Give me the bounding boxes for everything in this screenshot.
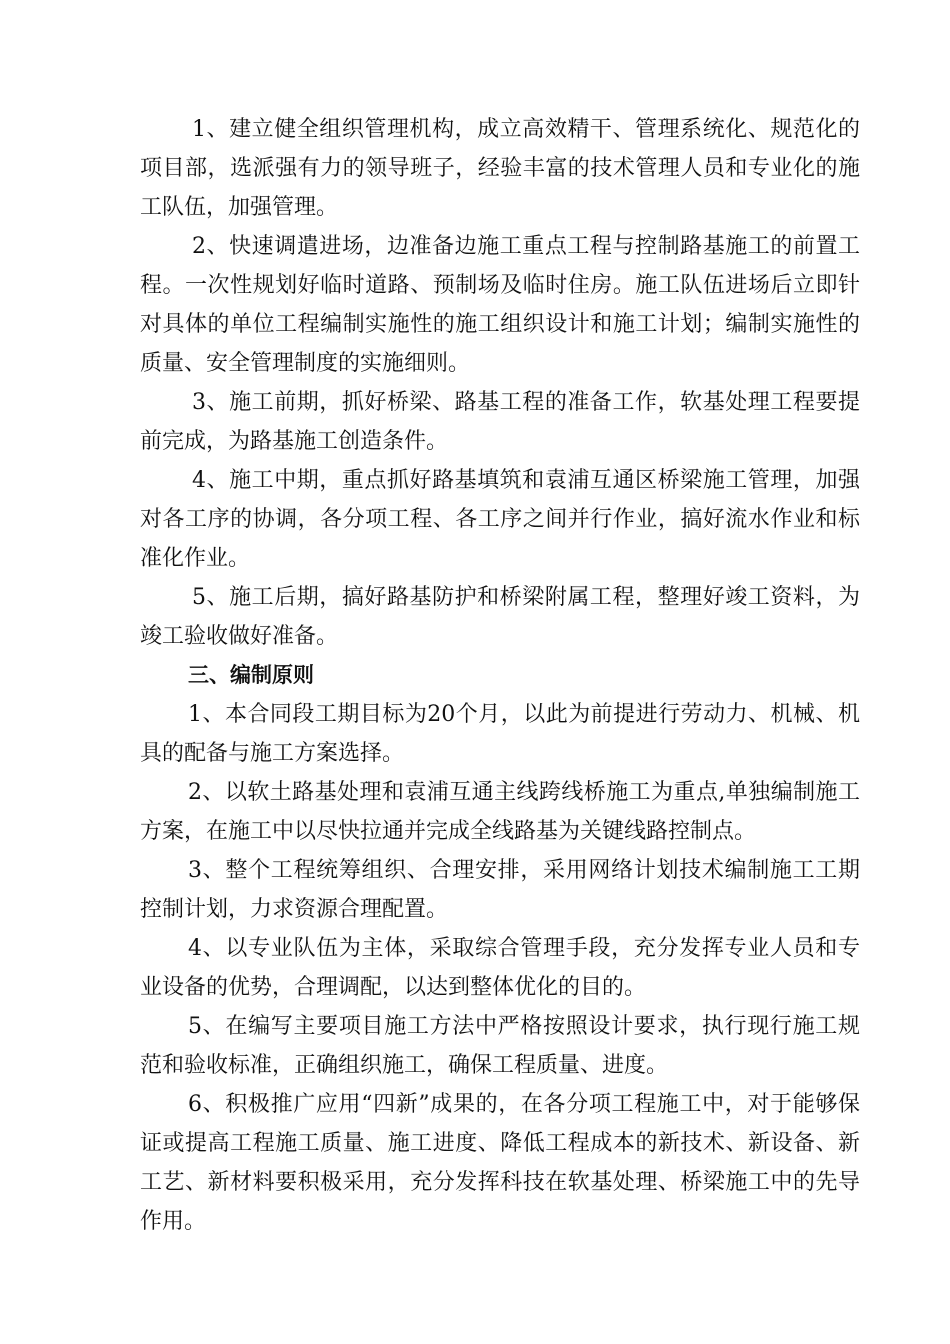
document-body [140,110,860,1241]
paragraph-3-4: 4、以专业队伍为主体，采取综合管理手段，充分发挥专业人员和专业设备的优势，合理调配，以达到整体优化的目的。 [140,936,860,1000]
paragraph-3-5: 5、在编写主要项目施工方法中严格按照设计要求，执行现行施工规范和验收标准，正确组织施工，确保工程质量、进度。 [140,1014,860,1078]
section-heading-principles: 三、编制原则 [188,663,314,687]
paragraph-1-1: 1、建立健全组织管理机构，成立高效精干、管理系统化、规范化的项目部，选派强有力的领导班子，经验丰富的技术管理人员和专业化的施工队伍，加强管理。 [140,117,860,220]
paragraph-1-4: 4、施工中期，重点抓好路基填筑和袁浦互通区桥梁施工管理，加强对各工序的协调，各分项工程、各工序之间并行作业，搞好流水作业和标准化作业。 [140,468,860,571]
paragraph-1-5: 5、施工后期，搞好路基防护和桥梁附属工程，整理好竣工资料，为竣工验收做好准备。 [140,585,860,649]
paragraph-3-3: 3、整个工程统筹组织、合理安排，采用网络计划技术编制施工工期控制计划，力求资源合理配置。 [140,858,860,922]
paragraph-3-6: 6、积极推广应用“四新”成果的，在各分项工程施工中，对于能够保证或提高工程施工质量、施工进度、降低工程成本的新技术、新设备、新工艺、新材料要积极采用，充分发挥科技在软基处理、桥梁施工中的先导作用。 [140,1092,860,1234]
paragraph-1-2: 2、快速调遣进场，边准备边施工重点工程与控制路基施工的前置工程。一次性规划好临时道路、预制场及临时住房。施工队伍进场后立即针对具体的单位工程编制实施性的施工组织设计和施工计划；编制实施性的质量、安全管理制度的实施细则。 [140,234,860,376]
paragraph-3-1: 1、本合同段工期目标为20个月，以此为前提进行劳动力、机械、机具的配备与施工方案选择。 [140,702,860,766]
paragraph-1-3: 3、施工前期，抓好桥梁、路基工程的准备工作，软基处理工程要提前完成，为路基施工创造条件。 [140,390,860,454]
paragraph-3-2: 2、以软土路基处理和袁浦互通主线跨线桥施工为重点,单独编制施工方案，在施工中以尽快拉通并完成全线路基为关键线路控制点。 [140,780,860,844]
